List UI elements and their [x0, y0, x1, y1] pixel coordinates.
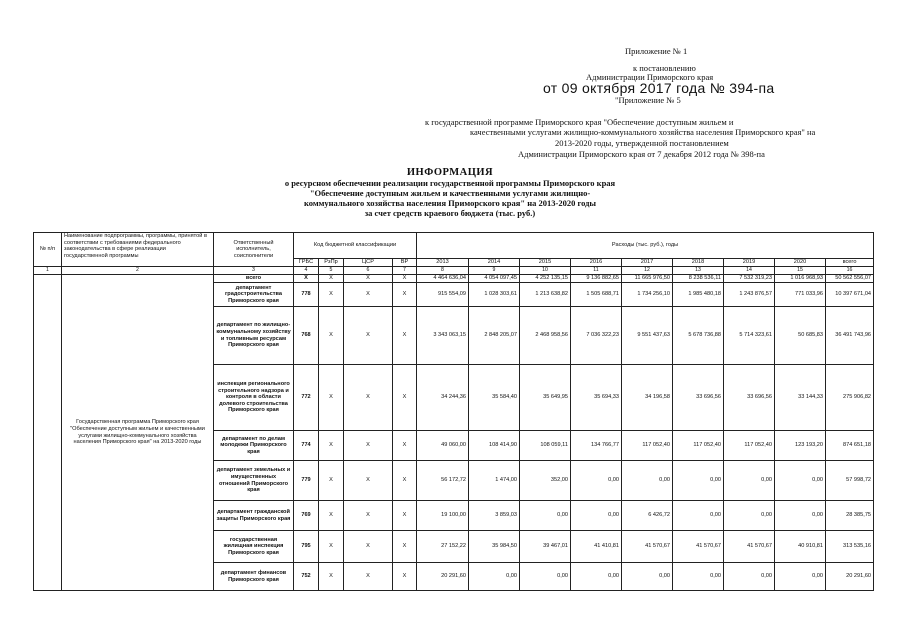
- amount-cell: 33 144,33: [775, 365, 826, 431]
- amount-cell: 4 464 636,04: [417, 275, 469, 283]
- csr-cell: X: [344, 461, 393, 501]
- amount-cell: 19 100,00: [417, 501, 469, 531]
- amount-cell: 35 584,40: [469, 365, 520, 431]
- col-number: 12: [622, 267, 673, 275]
- amount-cell: 0,00: [724, 461, 775, 501]
- csr-cell: X: [344, 531, 393, 563]
- col-number: 13: [673, 267, 724, 275]
- amount-cell: 275 906,82: [826, 365, 874, 431]
- col-exec-header: Ответственный исполнитель, соисполнители: [214, 233, 294, 267]
- amount-cell: 27 152,22: [417, 531, 469, 563]
- amount-cell: 0,00: [775, 501, 826, 531]
- title-line-1: ИНФОРМАЦИЯ: [406, 167, 494, 178]
- amount-cell: 0,00: [469, 563, 520, 591]
- amount-cell: 33 696,56: [673, 365, 724, 431]
- rzpr-cell: X: [319, 431, 344, 461]
- doc-title: [200, 168, 700, 218]
- amount-cell: 134 766,77: [571, 431, 622, 461]
- amount-cell: 0,00: [571, 461, 622, 501]
- grbs-cell: 778: [294, 283, 319, 307]
- col-number: 5: [319, 267, 344, 275]
- amount-cell: 1 734 256,10: [622, 283, 673, 307]
- grbs-cell: 772: [294, 365, 319, 431]
- vr-cell: X: [393, 431, 417, 461]
- amount-cell: 3 343 063,15: [417, 307, 469, 365]
- amount-cell: 0,00: [622, 563, 673, 591]
- executor-cell: департамент по делам молодежи Приморского края: [214, 431, 294, 461]
- amount-cell: 0,00: [571, 563, 622, 591]
- col-number: 9: [469, 267, 520, 275]
- csr-cell: X: [344, 501, 393, 531]
- to-resolution: к постановлению: [633, 63, 696, 73]
- amount-cell: 1 474,00: [469, 461, 520, 501]
- year-header: 2014: [469, 259, 520, 267]
- year-header: 2020: [775, 259, 826, 267]
- amount-cell: 0,00: [673, 461, 724, 501]
- amount-cell: 10 397 671,04: [826, 283, 874, 307]
- amount-cell: 35 984,50: [469, 531, 520, 563]
- grbs-cell: 752: [294, 563, 319, 591]
- vr-cell: X: [393, 461, 417, 501]
- amount-cell: 11 665 976,50: [622, 275, 673, 283]
- amount-cell: 1 016 968,93: [775, 275, 826, 283]
- amount-cell: 0,00: [571, 501, 622, 531]
- rzpr-cell: X: [319, 275, 344, 283]
- amount-cell: 117 052,40: [622, 431, 673, 461]
- col-number: 4: [294, 267, 319, 275]
- col-no-header: № п/п: [34, 233, 62, 267]
- vr-cell: X: [393, 283, 417, 307]
- grbs-cell: 779: [294, 461, 319, 501]
- amount-cell: 50 562 556,07: [826, 275, 874, 283]
- amount-cell: 123 193,20: [775, 431, 826, 461]
- amount-cell: 33 696,56: [724, 365, 775, 431]
- year-header: всего: [826, 259, 874, 267]
- year-header: 2016: [571, 259, 622, 267]
- appendix-5: "Приложение № 5: [615, 95, 681, 105]
- col-number: 14: [724, 267, 775, 275]
- vr-cell: X: [393, 307, 417, 365]
- amount-cell: 117 052,40: [673, 431, 724, 461]
- amount-cell: 1 028 303,61: [469, 283, 520, 307]
- executor-cell: департамент по жилищно-коммунальному хозяйству и топливным ресурсам Приморского края: [214, 307, 294, 365]
- amount-cell: 57 998,72: [826, 461, 874, 501]
- amount-cell: 36 491 743,96: [826, 307, 874, 365]
- amount-cell: 0,00: [724, 563, 775, 591]
- amount-cell: 117 052,40: [724, 431, 775, 461]
- amount-cell: 41 410,81: [571, 531, 622, 563]
- grbs-cell: 769: [294, 501, 319, 531]
- amount-cell: 1 213 638,82: [520, 283, 571, 307]
- csr-cell: X: [344, 365, 393, 431]
- amount-cell: 39 467,01: [520, 531, 571, 563]
- rzpr-cell: X: [319, 365, 344, 431]
- amount-cell: 7 036 322,23: [571, 307, 622, 365]
- amount-cell: 8 238 536,11: [673, 275, 724, 283]
- amount-cell: 0,00: [775, 563, 826, 591]
- csr-cell: X: [344, 275, 393, 283]
- amount-cell: 2 848 205,07: [469, 307, 520, 365]
- grbs-cell: 795: [294, 531, 319, 563]
- executor-cell: государственная жилищная инспекция Приморского края: [214, 531, 294, 563]
- amount-cell: 0,00: [520, 563, 571, 591]
- amount-cell: 0,00: [775, 461, 826, 501]
- amount-cell: 352,00: [520, 461, 571, 501]
- amount-cell: 7 532 319,23: [724, 275, 775, 283]
- rzpr-cell: X: [319, 461, 344, 501]
- amount-cell: 5 678 736,88: [673, 307, 724, 365]
- program-ref-line-1: к государственной программе Приморского края "Обеспечение доступным жильем и: [425, 117, 734, 127]
- year-header: 2015: [520, 259, 571, 267]
- col-number: 11: [571, 267, 622, 275]
- csr-cell: X: [344, 307, 393, 365]
- col-name-header: Наименование подпрограммы, программы, принятой в соответствии с требованиями федерального законодательства в сфере реализации государственной программы: [62, 233, 214, 267]
- code-sub-vr: ВР: [393, 259, 417, 267]
- executor-cell: департамент земельных и имущественных отношений Приморского края: [214, 461, 294, 501]
- code-sub-grbs: ГРБС: [294, 259, 319, 267]
- csr-cell: X: [344, 431, 393, 461]
- col-number: 2: [62, 267, 214, 275]
- executor-cell: всего: [214, 275, 294, 283]
- amount-cell: 3 859,03: [469, 501, 520, 531]
- resolution-date-stamp: от 09 октября 2017 года № 394-па: [543, 80, 775, 96]
- col-number: 8: [417, 267, 469, 275]
- grbs-cell: X: [294, 275, 319, 283]
- program-name-cell: Государственная программа Приморского края "Обеспечение доступным жильем и качественными услугами жилищно-коммунального хозяйства населения Приморского края" на 2013-2020 годы: [62, 275, 214, 591]
- col-number: 7: [393, 267, 417, 275]
- title-line-4: коммунального хозяйства населения Приморского края" на 2013-2020 годы: [303, 198, 597, 208]
- vr-cell: X: [393, 275, 417, 283]
- amount-cell: 313 535,16: [826, 531, 874, 563]
- amount-cell: 4 054 097,45: [469, 275, 520, 283]
- amount-cell: 41 570,67: [673, 531, 724, 563]
- amount-cell: 0,00: [724, 501, 775, 531]
- title-line-5: за счет средств краевого бюджета (тыс. руб.): [364, 208, 536, 218]
- amount-cell: 0,00: [622, 461, 673, 501]
- amount-cell: 1 505 688,71: [571, 283, 622, 307]
- amount-cell: 49 060,00: [417, 431, 469, 461]
- col-number: 15: [775, 267, 826, 275]
- csr-cell: X: [344, 563, 393, 591]
- col-number: 6: [344, 267, 393, 275]
- column-number-row: [34, 267, 874, 275]
- col-number: 16: [826, 267, 874, 275]
- amount-cell: 50 685,83: [775, 307, 826, 365]
- vr-cell: X: [393, 365, 417, 431]
- csr-cell: X: [344, 283, 393, 307]
- amount-cell: 28 385,75: [826, 501, 874, 531]
- rzpr-cell: X: [319, 563, 344, 591]
- col-code-header: Код бюджетной классификации: [294, 233, 417, 259]
- amount-cell: 9 136 882,65: [571, 275, 622, 283]
- program-ref-line-4: Администрации Приморского края от 7 декабря 2012 года № 398-па: [518, 149, 765, 159]
- amount-cell: 1 243 876,57: [724, 283, 775, 307]
- rzpr-cell: X: [319, 501, 344, 531]
- amount-cell: 1 985 480,18: [673, 283, 724, 307]
- amount-cell: 40 910,81: [775, 531, 826, 563]
- amount-cell: 108 059,11: [520, 431, 571, 461]
- amount-cell: 108 414,90: [469, 431, 520, 461]
- vr-cell: X: [393, 531, 417, 563]
- amount-cell: 4 252 135,15: [520, 275, 571, 283]
- amount-cell: 0,00: [673, 501, 724, 531]
- year-header: 2019: [724, 259, 775, 267]
- grbs-cell: 768: [294, 307, 319, 365]
- header-row-1: [34, 233, 874, 259]
- year-header: 2013: [417, 259, 469, 267]
- amount-cell: 5 714 323,61: [724, 307, 775, 365]
- amount-cell: 6 426,72: [622, 501, 673, 531]
- amount-cell: 35 649,95: [520, 365, 571, 431]
- administration-line: Администрации Приморского края: [586, 72, 714, 82]
- table-row: [34, 275, 874, 283]
- executor-cell: департамент градостроительства Приморского края: [214, 283, 294, 307]
- amount-cell: 41 570,67: [622, 531, 673, 563]
- amount-cell: 35 694,33: [571, 365, 622, 431]
- amount-cell: 0,00: [520, 501, 571, 531]
- rzpr-cell: X: [319, 531, 344, 563]
- appendix-number: Приложение № 1: [625, 46, 688, 56]
- amount-cell: 56 172,72: [417, 461, 469, 501]
- row-number-cell: [34, 275, 62, 591]
- rzpr-cell: X: [319, 283, 344, 307]
- col-number: 1: [34, 267, 62, 275]
- amount-cell: 2 468 958,56: [520, 307, 571, 365]
- program-ref-line-2: качественными услугами жилищно-коммунального хозяйства населения Приморского края" на: [470, 127, 816, 137]
- resource-table: [33, 232, 874, 591]
- program-ref-line-3: 2013-2020 годы, утвержденной постановлением: [555, 138, 729, 148]
- title-line-2: о ресурсном обеспечении реализации государственной программы Приморского края: [284, 178, 616, 188]
- amount-cell: 20 291,60: [417, 563, 469, 591]
- amount-cell: 20 291,60: [826, 563, 874, 591]
- amount-cell: 874 651,18: [826, 431, 874, 461]
- vr-cell: X: [393, 563, 417, 591]
- col-number: 10: [520, 267, 571, 275]
- amount-cell: 34 244,36: [417, 365, 469, 431]
- amount-cell: 0,00: [673, 563, 724, 591]
- executor-cell: инспекция регионального строительного надзора и контроля в области долевого строительства Приморского края: [214, 365, 294, 431]
- executor-cell: департамент финансов Приморского края: [214, 563, 294, 591]
- amount-cell: 915 554,09: [417, 283, 469, 307]
- code-sub-rzpr: РзПр: [319, 259, 344, 267]
- col-exp-header: Расходы (тыс. руб.), годы: [417, 233, 874, 259]
- year-header: 2018: [673, 259, 724, 267]
- rzpr-cell: X: [319, 307, 344, 365]
- vr-cell: X: [393, 501, 417, 531]
- title-line-3: "Обеспечение доступным жильем и качественными услугами жилищно-: [309, 188, 591, 198]
- amount-cell: 41 570,67: [724, 531, 775, 563]
- year-header: 2017: [622, 259, 673, 267]
- grbs-cell: 774: [294, 431, 319, 461]
- col-number: 3: [214, 267, 294, 275]
- executor-cell: департамент гражданской защиты Приморского края: [214, 501, 294, 531]
- code-sub-csr: ЦСР: [344, 259, 393, 267]
- amount-cell: 9 551 437,63: [622, 307, 673, 365]
- amount-cell: 34 196,58: [622, 365, 673, 431]
- amount-cell: 771 033,96: [775, 283, 826, 307]
